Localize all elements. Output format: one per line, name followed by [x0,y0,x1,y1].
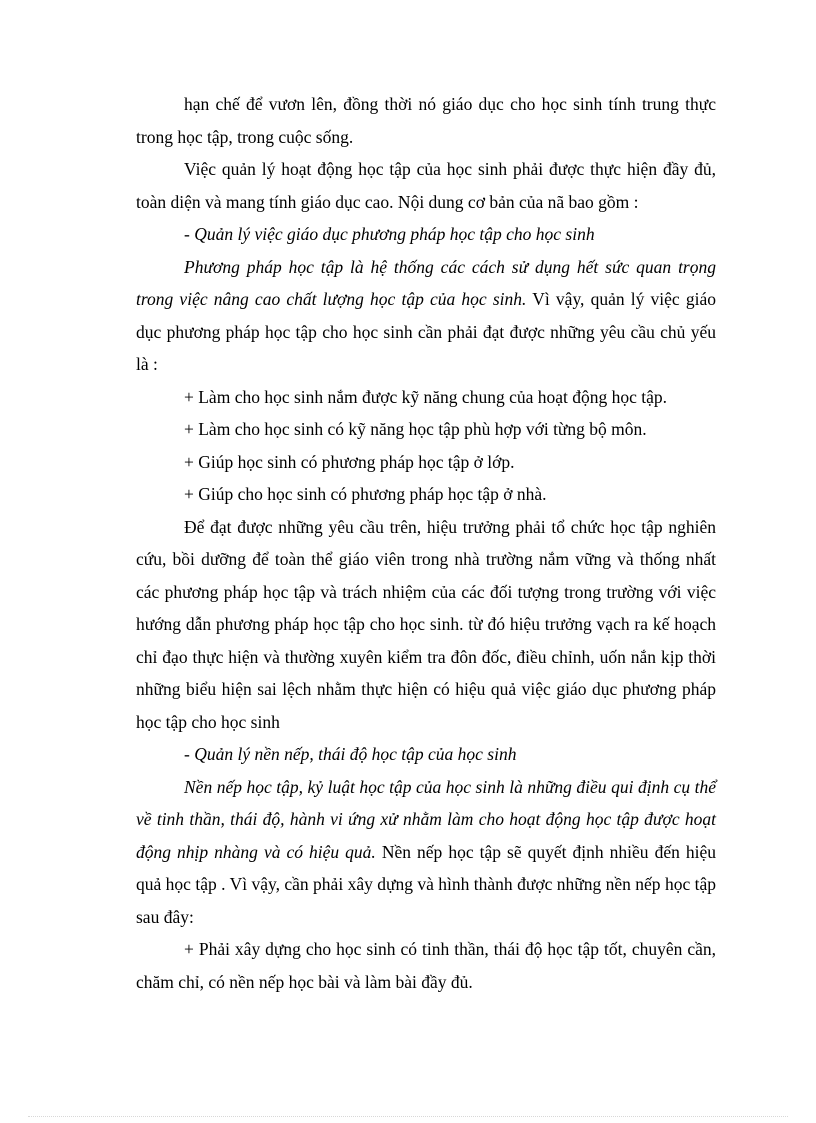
bullet-item: + Phải xây dựng cho học sinh có tinh thần, thái độ học tập tốt, chuyên cần, chăm chỉ, có nền nếp học bài và làm bài đầy đủ. [136,939,716,992]
bullet-item: + Giúp học sinh có phương pháp học tập ở lớp. [184,451,515,472]
paragraph: hạn chế để vươn lên, đồng thời nó giáo dục cho học sinh tính trung thực trong học tập, trong cuộc sống. [136,94,716,147]
paragraph-text: Nền nếp học tập sẽ quyết định nhiều đến hiệu quả học tập . Vì vậy, cần phải xây dựng và hình thành được những nền nếp học tập sau đây: [136,841,716,927]
paragraph [136,771,716,934]
bullet-item: + Giúp cho học sinh có phương pháp học tập ở nhà. [184,484,547,504]
paragraph: Việc quản lý hoạt động học tập của học sinh phải được thực hiện đầy đủ, toàn diện và mang tính giáo dục cao. Nội dung cơ bản của nã bao gồm : [136,159,716,212]
page-bottom-rule [28,1116,788,1117]
paragraph-text: Vì vậy, quản lý việc giáo dục phương pháp học tập cho học sinh cần phải đạt được những yêu cầu chủ yếu là : [136,289,716,374]
section-heading: - Quản lý việc giáo dục phương pháp học tập cho học sinh [184,224,595,244]
section-heading: - Quản lý nền nếp, thái độ học tập của học sinh [184,744,517,764]
paragraph: Để đạt được những yêu cầu trên, hiệu trưởng phải tổ chức học tập nghiên cứu, bồi dưỡng để toàn thể giáo viên trong nhà trường nắm vững và thống nhất các phương pháp học tập và trách nhiệm của các đối tượng trong trường với việc hướng dẫn phương pháp học tập cho học sinh. từ đó hiệu trưởng vạch ra kế hoạch chỉ đạo thực hiện và thường xuyên kiểm tra đôn đốc, điều chỉnh, uốn nắn kịp thời những biểu hiện sai lệch nhằm thực hiện có hiệu quả việc giáo dục phương pháp học tập cho học sinh [136,516,716,732]
bullet-item: + Làm cho học sinh nắm được kỹ năng chung của hoạt động học tập. [184,386,668,407]
paragraph-italic-lead: Phương pháp học tập là hệ thống các cách sử dụng hết sức quan trọng trong việc nâng cao chất lượng học tập của học sinh. [136,256,716,309]
bullet-item: + Làm cho học sinh có kỹ năng học tập phù hợp với từng bộ môn. [184,419,647,439]
paragraph [136,251,716,381]
paragraph-italic-lead: Nền nếp học tập, kỷ luật học tập của học sinh là những điều qui định cụ thể về tinh thần, thái độ, hành vi ứng xử nhằm làm cho hoạt động học tập được hoạt động nhịp nhàng và có hiệu quả. [136,776,716,862]
document-body [136,88,716,998]
